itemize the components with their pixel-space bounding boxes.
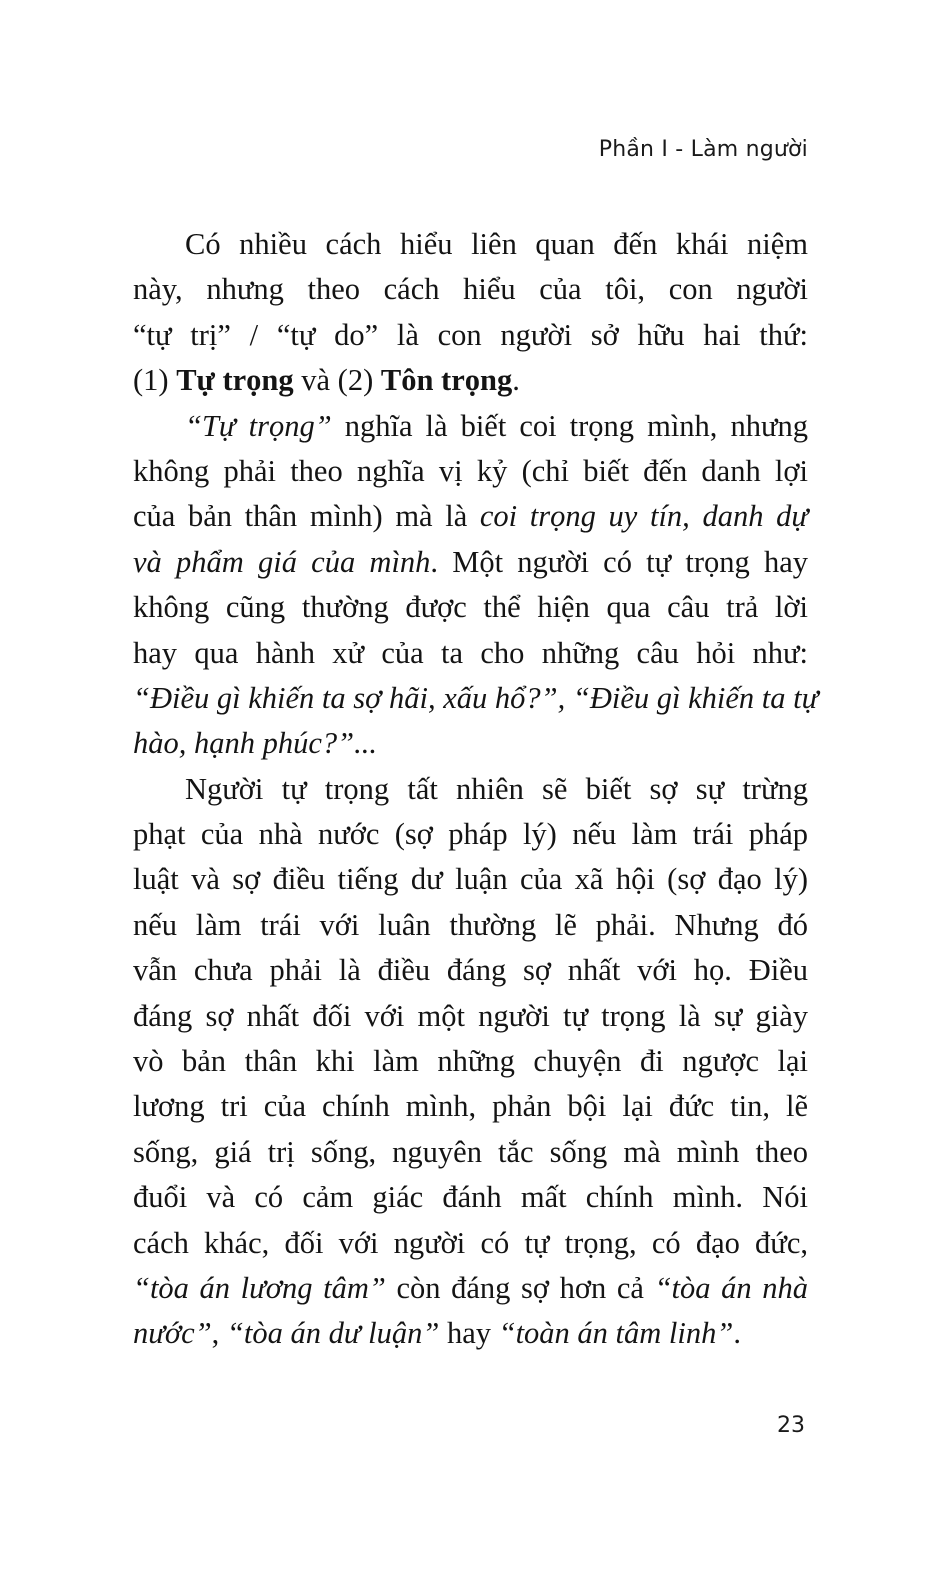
text-line: nước”, “tòa án dư luận” hay “toàn án tâm linh”. (133, 1316, 741, 1351)
italic-phrase: “toàn án tâm linh” (498, 1316, 734, 1351)
italic-question: hào, hạnh phúc?”... (133, 726, 377, 761)
text-line: vẫn chưa phải là điều đáng sợ nhất với họ. Điều (133, 953, 808, 988)
text-line: đáng sợ nhất đối với một người tự trọng là sự giày (133, 998, 808, 1033)
text-line (133, 721, 808, 766)
text-line: Có nhiều cách hiểu liên quan đến khái niệm (185, 227, 808, 261)
text-line: “tòa án lương tâm” còn đáng sợ hơn cả “tòa án nhà (133, 1270, 808, 1305)
text-line: luật và sợ điều tiếng dư luận của xã hội (sợ đạo lý) (133, 862, 808, 897)
paragraph-2 (133, 404, 819, 767)
text-line: (1) Tự trọng và (2) Tôn trọng. (133, 363, 520, 398)
text-line: Người tự trọng tất nhiên sẽ biết sợ sự trừng (185, 771, 808, 806)
text-line: không phải theo nghĩa vị kỷ (chỉ biết đến danh lợi (133, 453, 808, 488)
bold-term-ton-trong: Tôn trọng (380, 363, 513, 398)
text-line: nếu làm trái với luân thường lẽ phải. Nhưng đó (133, 907, 808, 942)
body-text (133, 222, 819, 1357)
text-line: vò bản thân khi làm những chuyện đi ngược lại (133, 1044, 808, 1079)
italic-phrase: nước” (133, 1316, 212, 1351)
text-line: và phẩm giá của mình. Một người có tự trọng hay (133, 544, 808, 579)
text-line: “Tự trọng” nghĩa là biết coi trọng mình, nhưng (185, 408, 808, 443)
bold-term-tu-trong: Tự trọng (176, 363, 294, 398)
italic-phrase: “tòa án dư luận” (226, 1316, 440, 1351)
paragraph-3 (133, 767, 808, 1357)
text-line: không cũng thường được thể hiện qua câu trả lời (133, 590, 808, 625)
text-line: này, nhưng theo cách hiểu của tôi, con người (133, 272, 808, 307)
italic-phrase: “tòa án lương tâm” (133, 1270, 386, 1305)
text-line: đuổi và có cảm giác đánh mất chính mình. Nói (133, 1180, 808, 1215)
italic-phrase: coi trọng uy tín, danh dự (479, 499, 808, 534)
text-line: “tự trị” / “tự do” là con người sở hữu hai thứ: (133, 317, 808, 352)
paragraph-1 (133, 222, 808, 404)
italic-term: “Tự trọng” (185, 408, 332, 443)
italic-phrase: và phẩm giá của mình (133, 544, 431, 579)
italic-question: “Điều gì khiến ta sợ hãi, xấu hổ?”, “Điều gì khiến ta tự (133, 680, 819, 715)
running-head: Phần I - Làm người (598, 137, 808, 162)
italic-phrase: “tòa án nhà (654, 1270, 808, 1305)
text-line: lương tri của chính mình, phản bội lại đức tin, lẽ (133, 1089, 808, 1124)
text-line: sống, giá trị sống, nguyên tắc sống mà mình theo (133, 1134, 808, 1169)
text-line: cách khác, đối với người có tự trọng, có đạo đức, (133, 1225, 808, 1260)
text-line: hay qua hành xử của ta cho những câu hỏi như: (133, 635, 808, 670)
page-number: 23 (777, 1413, 805, 1438)
text-line: phạt của nhà nước (sợ pháp lý) nếu làm trái pháp (133, 817, 808, 852)
text-line: của bản thân mình) mà là coi trọng uy tín, danh dự (133, 499, 808, 534)
text-line (133, 676, 819, 721)
